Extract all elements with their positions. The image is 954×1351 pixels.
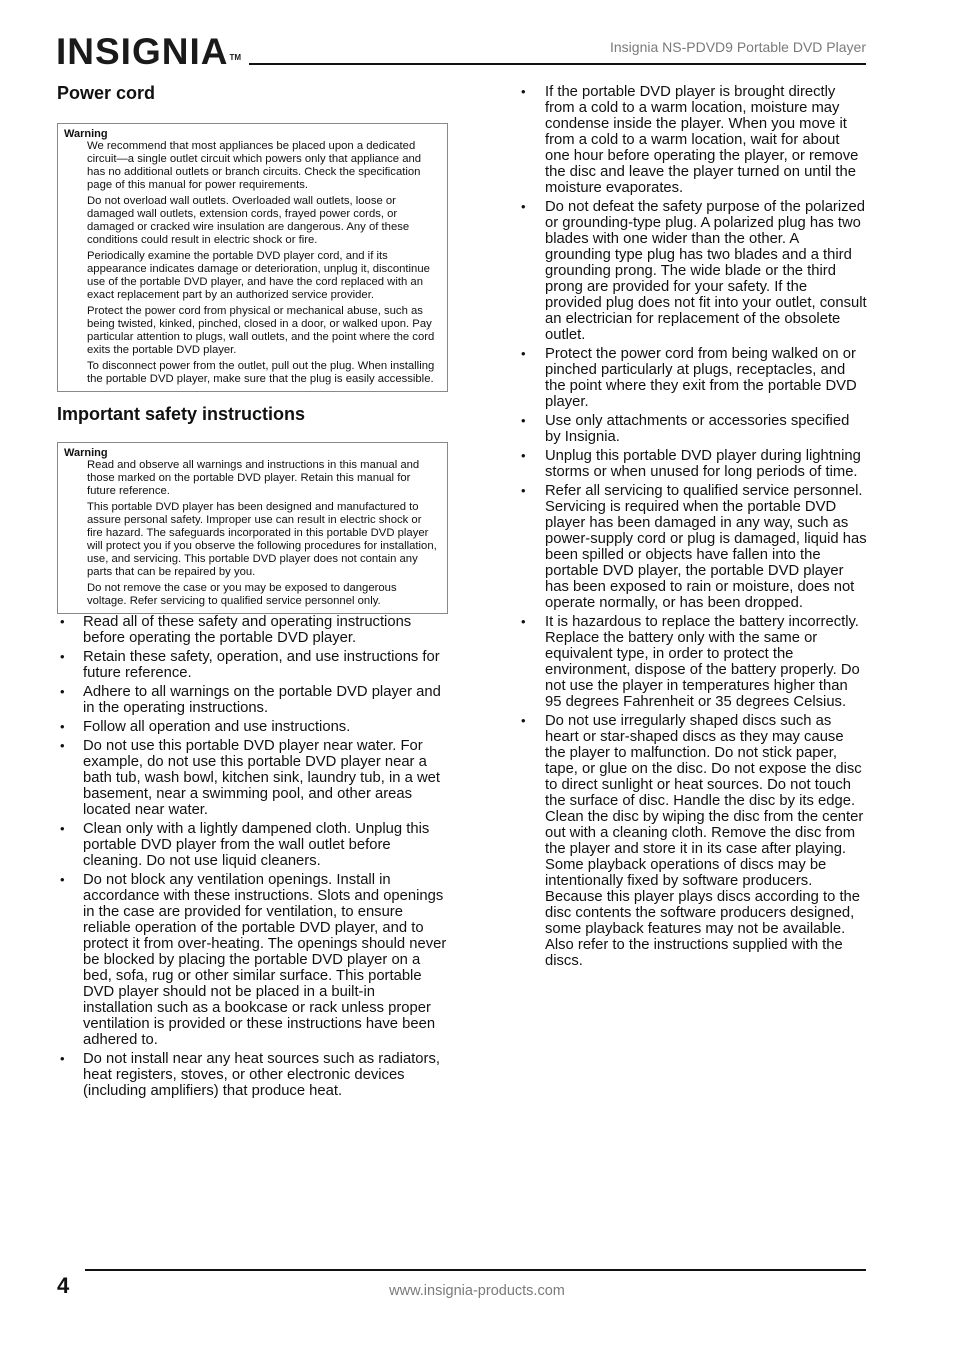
list-item: • Refer all servicing to qualified service personnel. Servicing is required when the portable DVD player has been damaged in any way, such as power-supply cord or plug is damaged, liquid has been spilled or objects have fallen into the portable DVD player, the portable DVD player has been exposed to rain or moisture, does not operate normally, or has been dropped. (521, 483, 867, 611)
bullet-icon: • (521, 84, 526, 99)
page-number: 4 (57, 1273, 70, 1298)
safety-warning-box (57, 442, 448, 614)
bullet-icon: • (521, 614, 526, 629)
header-rule (249, 63, 866, 65)
warning-paragraph: We recommend that most appliances be placed upon a dedicated circuit—a single outlet circuit which powers only that appliance and has no additional outlets or branch circuits. Check the specification page of this manual for power requirements. (87, 140, 422, 191)
bullet-icon: • (521, 713, 526, 728)
safety-bullet-list-left (57, 614, 448, 1099)
bullet-icon: • (60, 1051, 65, 1066)
logo-text: INSIGNIA (56, 31, 229, 72)
safety-heading: Important safety instructions (57, 404, 306, 424)
header-title: Insignia NS-PDVD9 Portable DVD Player (610, 39, 866, 55)
logo-trademark: TM (229, 53, 242, 62)
list-item: • Do not block any ventilation openings. Install in accordance with these instructions. Slots and openings in the case are provided for ventilation, to ensure reliable operation of the portable DVD player, and to protect it from over-heating. The openings should never be blocked by placing the portable DVD player on a bed, sofa, rug or other similar surface. This portable DVD player should not be placed in a built-in installation such as a bookcase or rack unless proper ventilation is provided or these instructions have been adhered to. (60, 872, 447, 1048)
warning-label: Warning (64, 447, 108, 459)
bullet-icon: • (521, 346, 526, 361)
list-item: • Retain these safety, operation, and use instructions for future reference. (60, 649, 440, 681)
list-item: • Protect the power cord from being walked on or pinched particularly at plugs, receptacles, and the point where they exit from the portable DVD player. (521, 346, 857, 410)
warning-paragraph: Do not remove the case or you may be exposed to dangerous voltage. Refer servicing to qualified service personnel only. (87, 582, 397, 607)
warning-paragraph: This portable DVD player has been designed and manufactured to assure personal safety. Improper use can result in electric shock or fire hazard. The safeguards incorporated in this portable DVD player will protect you if you observe the following procedures for installation, use, and servicing. This portable DVD player does not contain any parts that can be repaired by you. (87, 501, 437, 578)
list-item: • Do not install near any heat sources such as radiators, heat registers, stoves, or other electronic devices (including amplifiers) that produce heat. (60, 1051, 440, 1099)
warning-paragraph: To disconnect power from the outlet, pull out the plug. When installing the portable DVD player, make sure that the plug is easily accessible. (87, 360, 435, 385)
bullet-icon: • (521, 448, 526, 463)
list-item: • Do not defeat the safety purpose of the polarized or grounding-type plug. A polarized plug has two blades with one wider than the other. A grounding type plug has two blades and a third grounding prong. The wide blade or the third prong are provided for your safety. If the provided plug does not fit into your outlet, consult an electrician for replacement of the obsolete outlet. (521, 199, 867, 343)
power-cord-heading: Power cord (57, 83, 156, 103)
list-item: • Unplug this portable DVD player during lightning storms or when unused for long periods of time. (521, 448, 861, 480)
list-item: • Read all of these safety and operating instructions before operating the portable DVD player. (60, 614, 412, 646)
warning-paragraph: Do not overload wall outlets. Overloaded wall outlets, loose or damaged wall outlets, extension cords, frayed power cords, or damaged or cracked wire insulation are dangerous. Any of these conditions could result in electric shock or fire. (87, 195, 410, 246)
list-item: • It is hazardous to replace the battery incorrectly. Replace the battery only with the same or equivalent type, in order to protect the environment, dispose of the battery properly. Do not use the player in temperatures higher than 95 degrees Fahrenheit or 35 degrees Celsius. (521, 614, 860, 710)
bullet-icon: • (521, 199, 526, 214)
left-column (57, 82, 448, 1102)
footer-rule (85, 1269, 866, 1271)
list-item: • Do not use irregularly shaped discs such as heart or star-shaped discs as they may cause the player to malfunction. Do not stick paper, tape, or glue on the disc. Do not expose the disc to direct sunlight or heat sources. Do not touch the surface of disc. Handle the disc by its edge. Clean the disc by wiping the disc from the center out with a cleaning cloth. Remove the disc from the player and store it in its case after playing. Some playback operations of discs may be intentionally fixed by software producers. Because this player plays discs according to the disc contents the software producers designed, some playback features may not be available. Also refer to the instructions supplied with the discs. (521, 713, 864, 969)
bullet-icon: • (60, 738, 65, 753)
insignia-logo (56, 30, 241, 74)
bullet-icon: • (60, 872, 65, 887)
bullet-icon: • (60, 821, 65, 836)
right-column (519, 84, 867, 972)
list-item: • Follow all operation and use instructions. (60, 719, 351, 735)
warning-paragraph: Periodically examine the portable DVD player cord, and if its appearance indicates damage or deterioration, unplug it, discontinue use of the portable DVD player, and have the cord replaced with an exact replacement part by an authorized service provider. (87, 250, 430, 301)
bullet-icon: • (521, 413, 526, 428)
bullet-icon: • (60, 614, 65, 629)
list-item: • Clean only with a lightly dampened cloth. Unplug this portable DVD player from the wall outlet before cleaning. Do not use liquid cleaners. (60, 821, 430, 869)
footer-url: www.insignia-products.com (389, 1283, 565, 1299)
list-item: • Adhere to all warnings on the portable DVD player and in the operating instructions. (60, 684, 441, 716)
bullet-icon: • (521, 483, 526, 498)
list-item: • Use only attachments or accessories specified by Insignia. (521, 413, 850, 445)
bullet-icon: • (60, 649, 65, 664)
warning-label: Warning (64, 128, 108, 140)
safety-bullet-list-right (519, 84, 867, 969)
bullet-icon: • (60, 684, 65, 699)
list-item: • Do not use this portable DVD player near water. For example, do not use this portable DVD player near a bath tub, wash bowl, kitchen sink, laundry tub, in a wet basement, near a swimming pool, and other areas located near water. (60, 738, 440, 818)
list-item: • If the portable DVD player is brought directly from a cold to a warm location, moisture may condense inside the player. When you move it from a cold to a warm location, wait for about one hour before operating the player, or remove the disc and leave the player turned on until the moisture evaporates. (521, 84, 859, 196)
warning-paragraph: Protect the power cord from physical or mechanical abuse, such as being twisted, kinked, pinched, closed in a door, or walked upon. Pay particular attention to plugs, wall outlets, and the point where the cord exits the portable DVD player. (87, 305, 435, 356)
warning-paragraph: Read and observe all warnings and instructions in this manual and those marked on the portable DVD player. Retain this manual for future reference. (87, 459, 420, 497)
power-cord-warning-box (57, 123, 448, 392)
bullet-icon: • (60, 719, 65, 734)
